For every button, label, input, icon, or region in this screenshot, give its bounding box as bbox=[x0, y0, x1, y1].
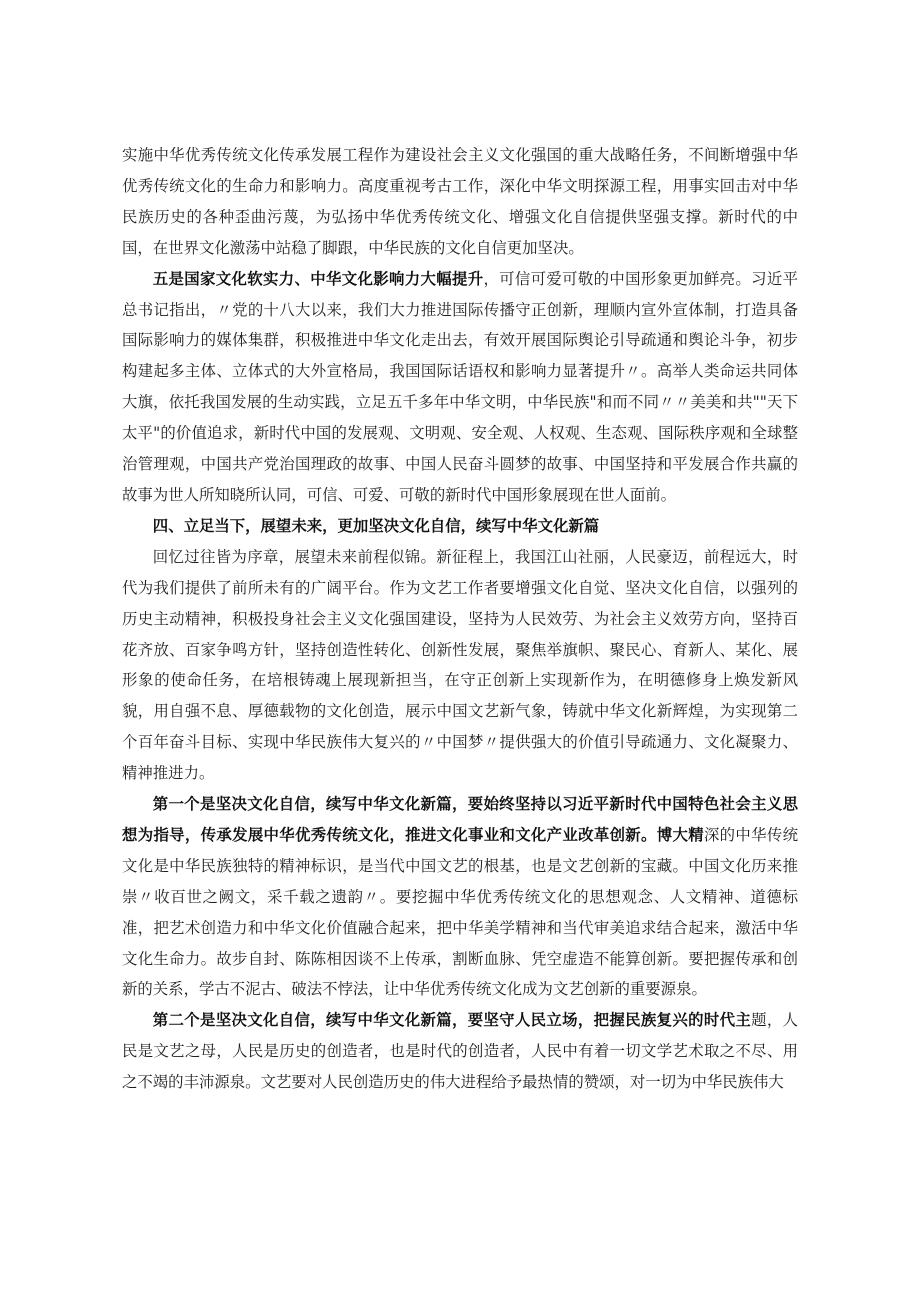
document-body bbox=[122, 140, 798, 1098]
paragraph-5-text: 题，人民是文艺之母，人民是历史的创造者，也是时代的创造者，人民中有着一切文学艺术取之不尽、用之不竭的丰沛源泉。文艺要对人民创造历史的伟大进程给予最热情的赞颂，对一切为中华民族伟大 bbox=[122, 1011, 798, 1092]
paragraph-2-text: ，可信可爱可敬的中国形象更加鲜亮。习近平总书记指出，〃党的十八大以来，我们大力推进国际传播守正创新，理顺内宣外宣体制，打造具备国际影响力的媒体集群，积极推进中华文化走出去，有效开展国际舆论引导疏通和舆论斗争，初步构建起多主体、立体式的大外宣格局，我国国际话语权和影响力显著提升〃。高举人类命运共同体大旗，依托我国发展的生动实践，立足五千多年中华文明，中华民族"和而不同〃〃美美和共""天下太平"的价值追求，新时代中国的发展观、文明观、安全观、人权观、生态观、国际秩序观和全球整治管理观，中国共产党治国理政的故事、中国人民奋斗圆梦的故事、中国坚持和平发展合作共赢的故事为世人所知晓所认同，可信、可爱、可敬的新时代中国形象展现在世人面前。 bbox=[122, 269, 798, 504]
section-heading bbox=[122, 511, 798, 542]
paragraph-3 bbox=[122, 542, 798, 789]
paragraph-5 bbox=[122, 1005, 798, 1098]
paragraph-1-text: 实施中华优秀传统文化传承发展工程作为建设社会主义文化强国的重大战略任务，不间断增强中华优秀传统文化的生命力和影响力。高度重视考古工作，深化中华文明探源工程，用事实回击对中华民族历史的各种歪曲污蔑，为弘扬中华优秀传统文化、增强文化自信提供坚强支撑。新时代的中国，在世界文化激荡中站稳了脚跟，中华民族的文化自信更加坚决。 bbox=[122, 146, 798, 257]
paragraph-2-lead: 五是国家文化软实力、中华文化影响力大幅提升 bbox=[152, 269, 484, 288]
paragraph-4-text: 深的中华传统文化是中华民族独特的精神标识，是当代中国文艺的根基，也是文艺创新的宝藏。中国文化历来推崇〃收百世之阙文，采千载之遗韵〃。要挖掘中华优秀传统文化的思想观念、人文精神、道德标准，把艺术创造力和中华文化价值融合起来，把中华美学精神和当代审美追求结合起来，激活中华文化生命力。故步自封、陈陈相因谈不上传承，割断血脉、凭空虚造不能算创新。要把握传承和创新的关系，学古不泥古、破法不悖法，让中华优秀传统文化成为文艺创新的重要源泉。 bbox=[122, 825, 798, 999]
paragraph-4 bbox=[122, 789, 798, 1005]
paragraph-4-lead: 第一个是坚决文化自信，续写中华文化新篇，要始终坚持以习近平新时代中国特色社会主义思想为指导，传承发展中华优秀传统文化，推进文化事业和文化产业改革创新。博大精 bbox=[122, 795, 798, 844]
paragraph-2 bbox=[122, 264, 798, 511]
paragraph-5-lead: 第二个是坚决文化自信，续写中华文化新篇，要坚守人民立场，把握民族复兴的时代主 bbox=[152, 1011, 752, 1030]
paragraph-3-text: 回忆过往皆为序章，展望未来前程似锦。新征程上，我国江山社丽，人民豪迈，前程远大，时代为我们提供了前所未有的广阔平台。作为文艺工作者要增强文化自觉、坚决文化自信，以强列的历史主动精神，积极投身社会主义文化强国建设，坚持为人民效劳、为社会主义效劳方向，坚持百花齐放、百家争鸣方针，坚持创造性转化、创新性发展，聚焦举旗帜、聚民心、育新人、某化、展形象的使命任务，在培根铸魂上展现新担当，在守正创新上实现新作为，在明德修身上焕发新风貌，用自强不息、厚德载物的文化创造，展示中国文艺新气象，铸就中华文化新辉煌，为实现第二个百年奋斗目标、实现中华民族伟大复兴的〃中国梦〃提供强大的价值引导疏通力、文化凝聚力、精神推进力。 bbox=[122, 547, 798, 783]
paragraph-1 bbox=[122, 140, 798, 264]
section-heading-text: 四、立足当下，展望未来，更加坚决文化自信，续写中华文化新篇 bbox=[152, 516, 600, 535]
